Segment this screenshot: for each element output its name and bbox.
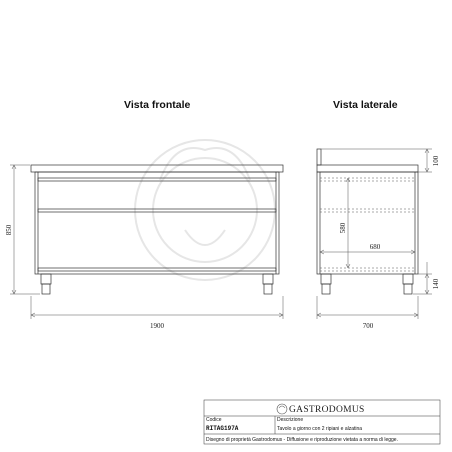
front-dimensions <box>10 165 283 319</box>
description-label: Descrizione <box>277 417 304 423</box>
front-upper-rail <box>38 178 276 181</box>
side-leg-left <box>321 274 331 284</box>
brand-logo-icon <box>277 404 287 414</box>
side-view-title: Vista laterale <box>333 99 398 111</box>
dim-shelf-spacing: 580 <box>339 222 347 234</box>
side-leg-right <box>403 274 413 284</box>
description-value: Tavolo a giorno con 2 ripiani e alzatina <box>277 426 363 432</box>
side-view <box>317 149 418 274</box>
dim-leg-height: 140 <box>432 278 440 290</box>
front-leg-left <box>41 274 51 284</box>
brand-name: GASTRODOMUS <box>289 405 365 415</box>
code-value: RITAG197A <box>206 425 239 432</box>
front-leg-right <box>263 274 273 284</box>
dim-depth: 700 <box>362 322 374 330</box>
front-view-title: Vista frontale <box>124 99 191 111</box>
side-top-slab <box>317 165 418 172</box>
dim-overall-height: 850 <box>5 224 13 236</box>
side-legs <box>321 274 413 294</box>
front-foot-left <box>42 284 50 294</box>
side-inner-dashed <box>320 178 415 271</box>
front-body <box>35 172 279 274</box>
footer-note: Disegno di proprietà Gastrodomus - Diffusione e riproduzione vietata a norma di legge. <box>206 437 398 443</box>
side-foot-left <box>322 284 330 294</box>
dim-width: 1900 <box>150 322 164 330</box>
code-label: Codice <box>206 417 222 423</box>
dim-upstand-height: 100 <box>432 155 440 167</box>
front-middle-shelf <box>38 209 276 212</box>
side-body <box>317 172 418 274</box>
front-foot-right <box>264 284 272 294</box>
side-upstand <box>317 149 321 165</box>
side-foot-right <box>404 284 412 294</box>
watermark-logo <box>135 140 275 280</box>
dim-inner-depth: 680 <box>369 243 381 251</box>
